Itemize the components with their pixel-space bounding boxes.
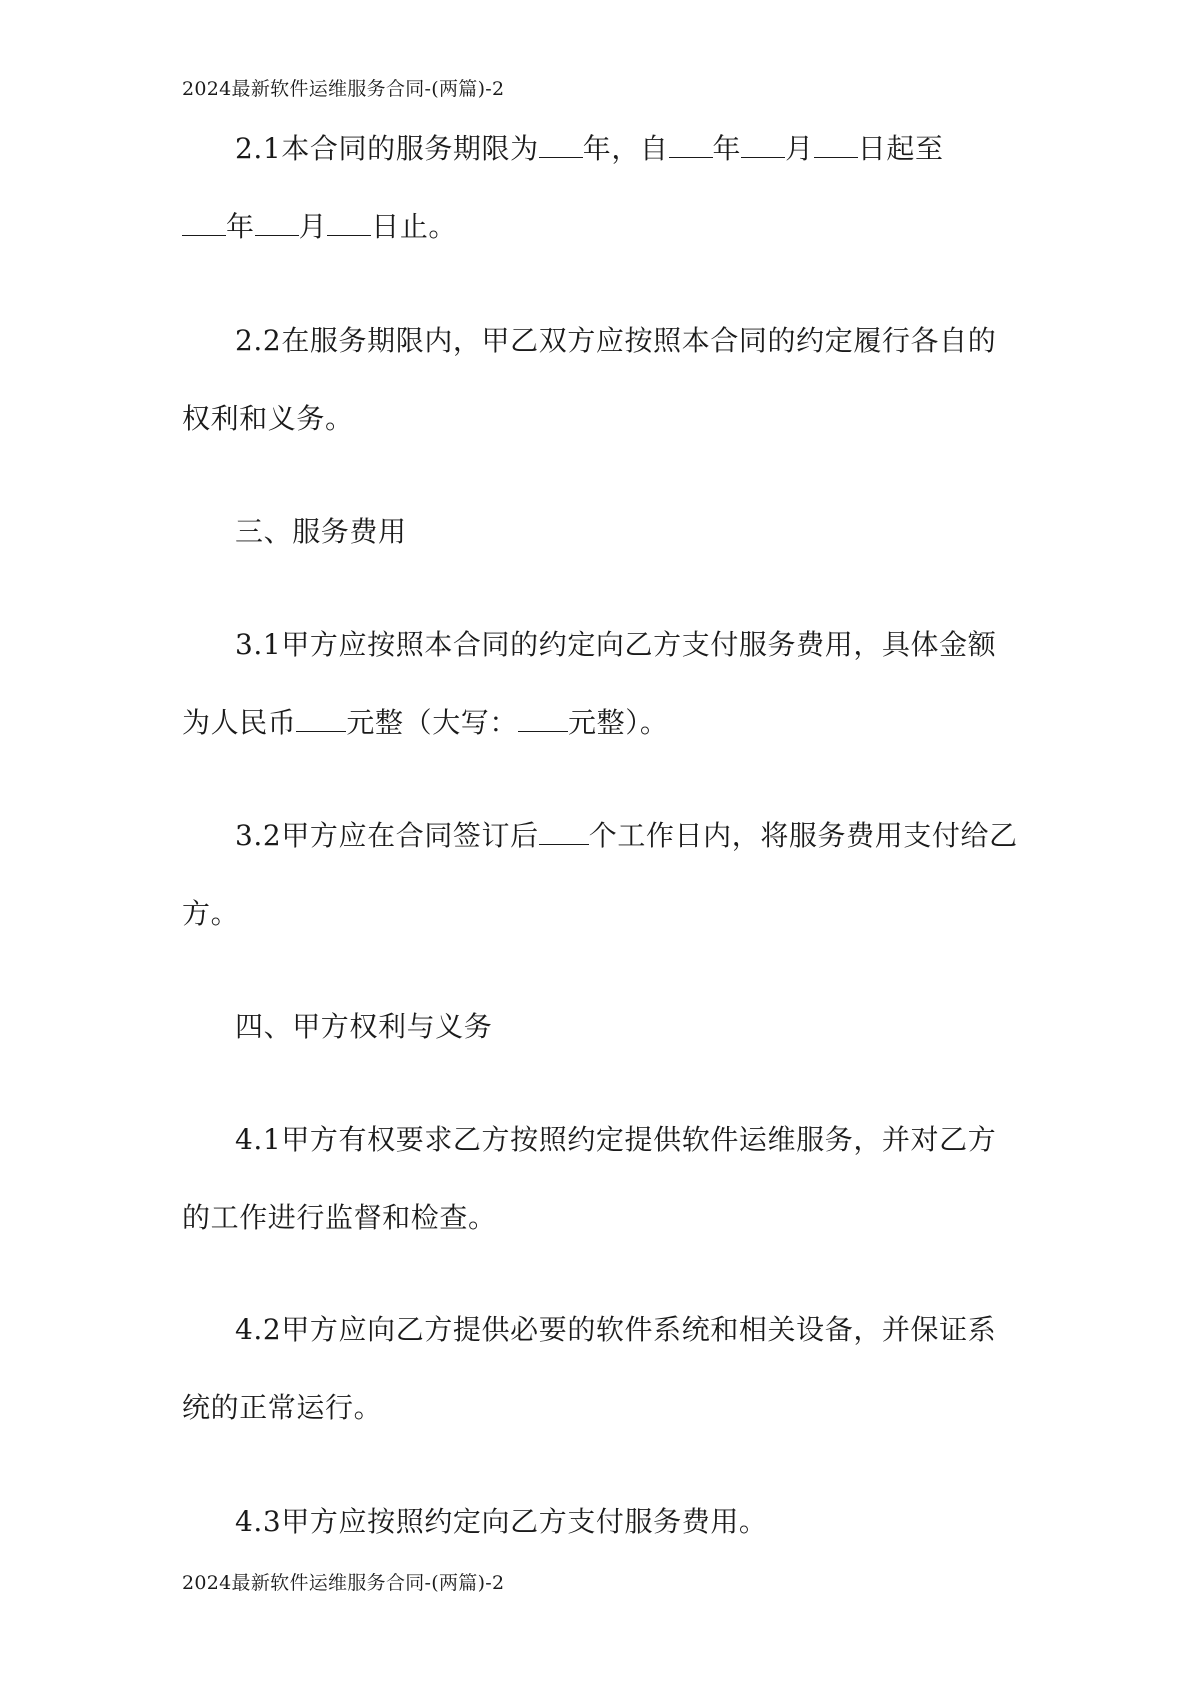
fill-in-blank[interactable] <box>296 707 346 732</box>
fill-in-blank[interactable] <box>539 133 583 158</box>
fill-in-blank[interactable] <box>814 133 858 158</box>
clause-4-2-line-2: 统的正常运行。 <box>182 1391 383 1424</box>
clause-text: 元整（大写： <box>346 706 519 739</box>
clause-2-2-line-1: 2.2在服务期限内，甲乙双方应按照本合同的约定履行各自的 <box>235 324 997 357</box>
clause-4-1-line-2: 的工作进行监督和检查。 <box>182 1201 497 1234</box>
fill-in-blank[interactable] <box>327 211 371 236</box>
clause-text: 元整）。 <box>568 706 669 739</box>
fill-in-blank[interactable] <box>539 820 589 845</box>
section-3-heading: 三、服务费用 <box>235 515 407 548</box>
clause-3-1-line-2 <box>182 706 668 740</box>
fill-in-blank[interactable] <box>741 133 785 158</box>
clause-text: 为人民币 <box>182 706 297 739</box>
clause-text: 月 <box>298 210 328 243</box>
clause-text: 年，自 <box>582 132 669 165</box>
fill-in-blank[interactable] <box>255 211 299 236</box>
fill-in-blank[interactable] <box>182 211 226 236</box>
clause-2-1-line-1 <box>235 132 944 166</box>
fill-in-blank[interactable] <box>669 133 713 158</box>
clause-3-1-line-1: 3.1甲方应按照本合同的约定向乙方支付服务费用，具体金额 <box>235 628 997 661</box>
page-header: 2024最新软件运维服务合同-(两篇)-2 <box>182 78 505 100</box>
clause-text: 年 <box>712 132 742 165</box>
clause-2-1-line-2 <box>182 210 457 244</box>
clause-4-2-line-1: 4.2甲方应向乙方提供必要的软件系统和相关设备，并保证系 <box>235 1313 997 1346</box>
fill-in-blank[interactable] <box>518 707 568 732</box>
clause-text: 日止。 <box>371 210 458 243</box>
clause-text: 日起至 <box>857 132 944 165</box>
section-4-heading: 四、甲方权利与义务 <box>235 1010 493 1043</box>
clause-text: 月 <box>785 132 814 165</box>
clause-2-2-line-2: 权利和义务。 <box>182 402 354 435</box>
clause-text: 3.2甲方应在合同签订后 <box>235 819 539 852</box>
clause-3-2-line-2: 方。 <box>182 897 240 930</box>
clause-text: 2.1本合同的服务期限为 <box>235 132 539 165</box>
clause-text: 个工作日内，将服务费用支付给乙 <box>588 819 1018 852</box>
clause-4-3-line-1: 4.3甲方应按照约定向乙方支付服务费用。 <box>235 1505 768 1538</box>
clause-3-2-line-1 <box>235 819 1018 853</box>
page-footer: 2024最新软件运维服务合同-(两篇)-2 <box>182 1572 505 1594</box>
clause-text: 年 <box>226 210 255 243</box>
clause-4-1-line-1: 4.1甲方有权要求乙方按照约定提供软件运维服务，并对乙方 <box>235 1123 997 1156</box>
